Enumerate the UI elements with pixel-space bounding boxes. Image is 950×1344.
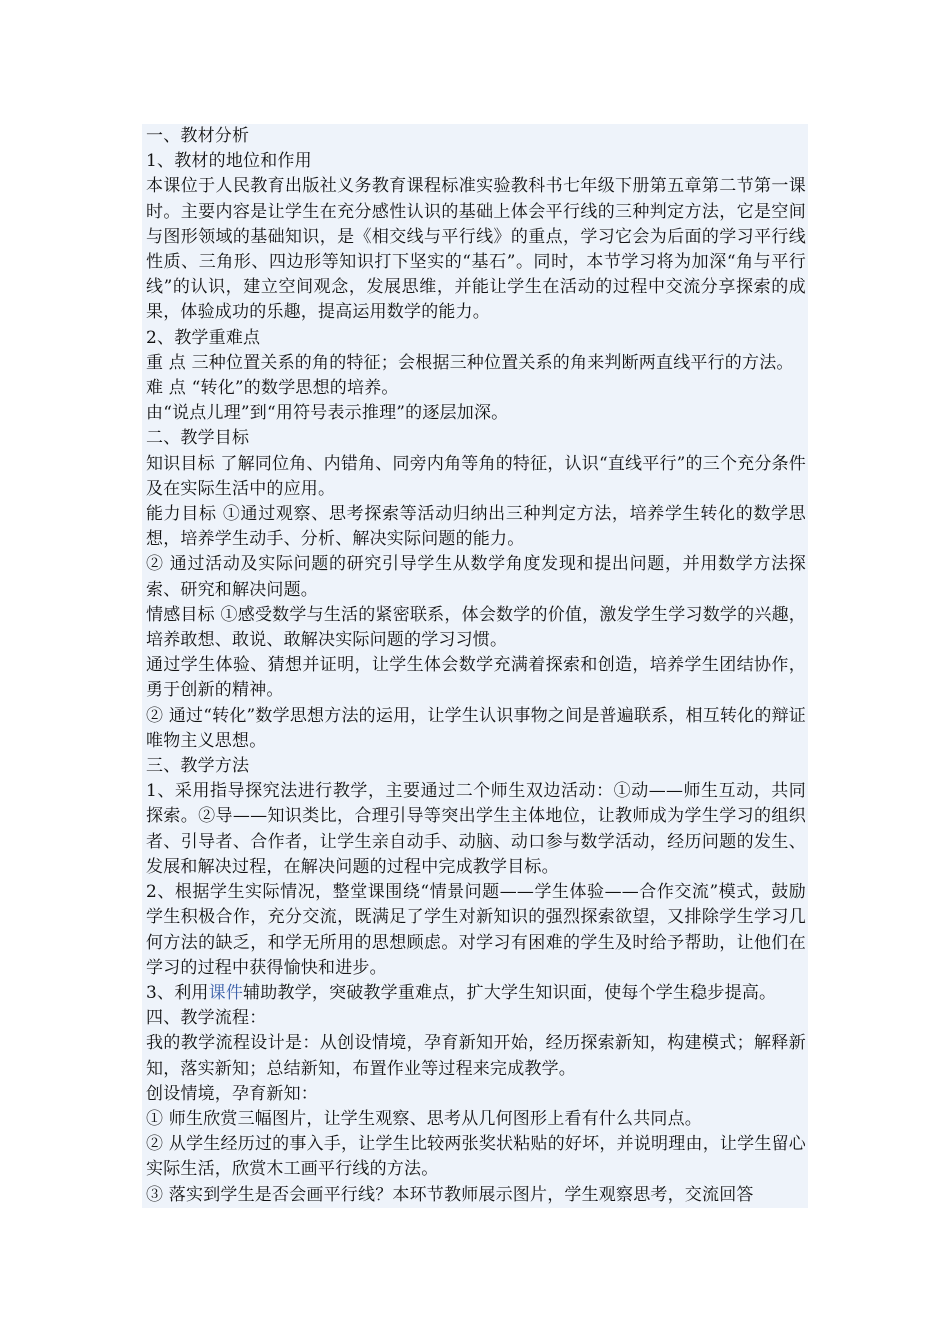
paragraph-text: 3、利用 <box>146 982 209 1003</box>
section-heading: 二、教学目标 <box>146 428 250 449</box>
paragraph: 本课位于人民教育出版社义务教育课程标准实验教科书七年级下册第五章第二节第一课时。主要内容是让学生在充分感性认识的基础上体会平行线的三种判定方法，它是空间与图形领域的基础知识，是《相交线与平行线》的重点，学习它会为后面的学习平行线性质、三角形、四边形等知识打下坚实的“基石”。同时，本节学习将为加深“角与平行线”的认识，建立空间观念，发展思维，并能让学生在活动的过程中交流分享探索的成果，体验成功的乐趣，提高运用数学的能力。 <box>146 176 806 323</box>
paragraph: 1、采用指导探究法进行教学，主要通过二个师生双边活动：①动——师生互动，共同探索。②导——知识类比，合理引导等突出学生主体地位，让教师成为学生学习的组织者、引导者、合作者，让学生亲自动手、动脑、动口参与数学活动，经历问题的发生、发展和解决过程，在解决问题的过程中完成教学目标。 <box>146 781 806 877</box>
paragraph: 创设情境，孕育新知： <box>146 1083 318 1104</box>
paragraph: ② 从学生经历过的事入手，让学生比较两张奖状粘贴的好坏，并说明理由，让学生留心实际生活，欣赏木工画平行线的方法。 <box>146 1134 806 1180</box>
paragraph: ② 通过活动及实际问题的研究引导学生从数学角度发现和提出问题，并用数学方法探索、研究和解决问题。 <box>146 554 806 600</box>
paragraph: 能力目标 ①通过观察、思考探索等活动归纳出三种判定方法，培养学生转化的数学思想，培养学生动手、分析、解决实际问题的能力。 <box>146 504 806 550</box>
document-body <box>142 124 808 1208</box>
paragraph: 难 点 “转化”的数学思想的培养。 <box>146 378 399 399</box>
paragraph: 知识目标 了解同位角、内错角、同旁内角等角的特征，认识“直线平行”的三个充分条件及在实际生活中的应用。 <box>146 453 806 499</box>
paragraph-text: 辅助教学，突破教学重难点，扩大学生知识面，使每个学生稳步提高。 <box>243 982 777 1003</box>
subsection-heading: 1、教材的地位和作用 <box>146 151 312 172</box>
paragraph: 情感目标 ①感受数学与生活的紧密联系，体会数学的价值，激发学生学习数学的兴趣，培养敢想、敢说、敢解决实际问题的学习习惯。 <box>146 604 806 651</box>
courseware-link[interactable]: 课件 <box>208 982 244 1003</box>
paragraph: ③ 落实到学生是否会画平行线？本环节教师展示图片，学生观察思考，交流回答 <box>146 1184 754 1205</box>
subsection-heading: 2、教学重难点 <box>146 327 261 348</box>
section-heading: 四、教学流程： <box>146 1008 267 1029</box>
paragraph: 重 点 三种位置关系的角的特征；会根据三种位置关系的角来判断两直线平行的方法。 <box>146 352 794 373</box>
paragraph: ② 通过“转化”数学思想方法的运用，让学生认识事物之间是普遍联系，相互转化的辩证唯物主义思想。 <box>146 705 806 751</box>
paragraph: 由“说点儿理”到“用符号表示推理”的逐层加深。 <box>146 403 509 424</box>
paragraph: 我的教学流程设计是：从创设情境，孕育新知开始，经历探索新知，构建模式；解释新知，落实新知；总结新知，布置作业等过程来完成教学。 <box>146 1033 806 1079</box>
paragraph: 通过学生体验、猜想并证明，让学生体会数学充满着探索和创造，培养学生团结协作，勇于创新的精神。 <box>146 655 806 701</box>
paragraph: ① 师生欣赏三幅图片，让学生观察、思考从几何图形上看有什么共同点。 <box>146 1108 703 1129</box>
paragraph: 2、根据学生实际情况，整堂课围绕“情景问题——学生体验——合作交流”模式，鼓励学生积极合作，充分交流，既满足了学生对新知识的强烈探索欲望，又排除学生学习几何方法的缺乏，和学无所用的思想顾虑。对学习有困难的学生及时给予帮助，让他们在学习的过程中获得愉快和进步。 <box>146 882 806 978</box>
paragraph <box>146 981 806 1006</box>
section-heading: 三、教学方法 <box>146 756 250 777</box>
section-heading: 一、教材分析 <box>146 126 250 146</box>
